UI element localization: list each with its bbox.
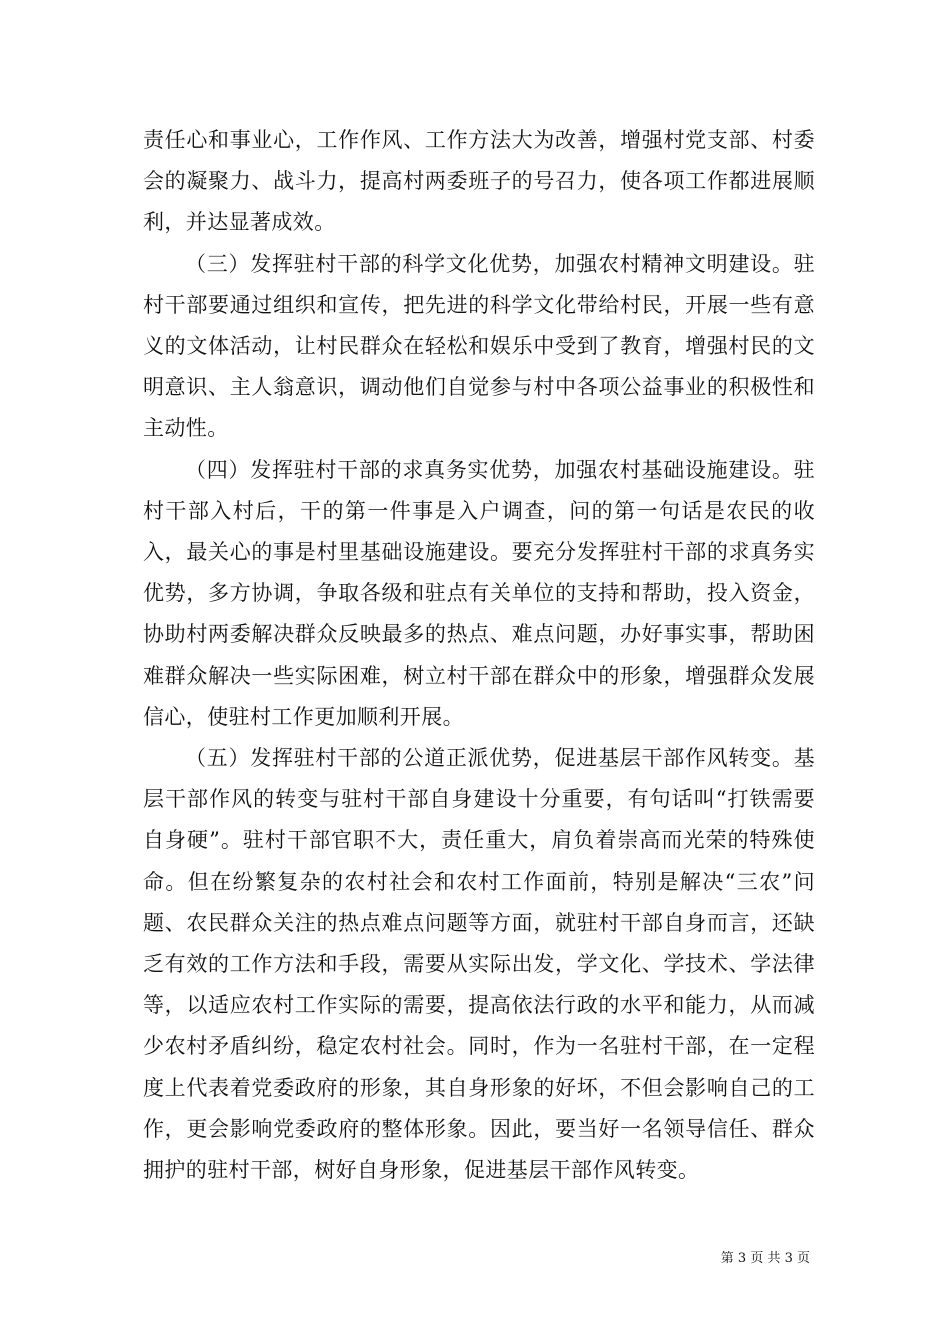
paragraph-section-four: （四）发挥驻村干部的求真务实优势，加强农村基础设施建设。驻村干部入村后，干的第一件事是入户调查，问的第一句话是农民的收入，最关心的事是村里基础设施建设。要充分发挥驻村干部的求真务实优势，多方协调，争取各级和驻点有关单位的支持和帮助，投入资金，协助村两委解决群众反映最多的热点、难点问题，办好事实事，帮助困难群众解决一些实际困难，树立村干部在群众中的形象，增强群众发展信心，使驻村工作更加顺利开展。 xyxy=(143,457,815,729)
document-body xyxy=(143,120,815,1191)
paragraph-section-three: （三）发挥驻村干部的科学文化优势，加强农村精神文明建设。驻村干部要通过组织和宣传，把先进的科学文化带给村民，开展一些有意义的文体活动，让村民群众在轻松和娱乐中受到了教育，增强村民的文明意识、主人翁意识，调动他们自觉参与村中各项公益事业的积极性和主动性。 xyxy=(143,251,815,441)
page-number-footer: 第 3 页 共 3 页 xyxy=(720,1251,810,1266)
paragraph-section-five: （五）发挥驻村干部的公道正派优势，促进基层干部作风转变。基层干部作风的转变与驻村干部自身建设十分重要，有句话叫“打铁需要自身硬”。驻村干部官职不大，责任重大，肩负着崇高而光荣的特殊使命。但在纷繁复杂的农村社会和农村工作面前，特别是解决“三农”问题、农民群众关注的热点难点问题等方面，就驻村干部自身而言，还缺乏有效的工作方法和手段，需要从实际出发，学文化、学技术、学法律等，以适应农村工作实际的需要，提高依法行政的水平和能力，从而减少农村矛盾纠纷，稳定农村社会。同时，作为一名驻村干部，在一定程度上代表着党委政府的形象，其自身形象的好坏，不但会影响自己的工作，更会影响党委政府的整体形象。因此，要当好一名领导信任、群众拥护的驻村干部，树好自身形象，促进基层干部作风转变。 xyxy=(143,746,815,1183)
paragraph-continuation: 责任心和事业心，工作作风、工作方法大为改善，增强村党支部、村委会的凝聚力、战斗力，提高村两委班子的号召力，使各项工作都进展顺利，并达显著成效。 xyxy=(143,128,815,235)
